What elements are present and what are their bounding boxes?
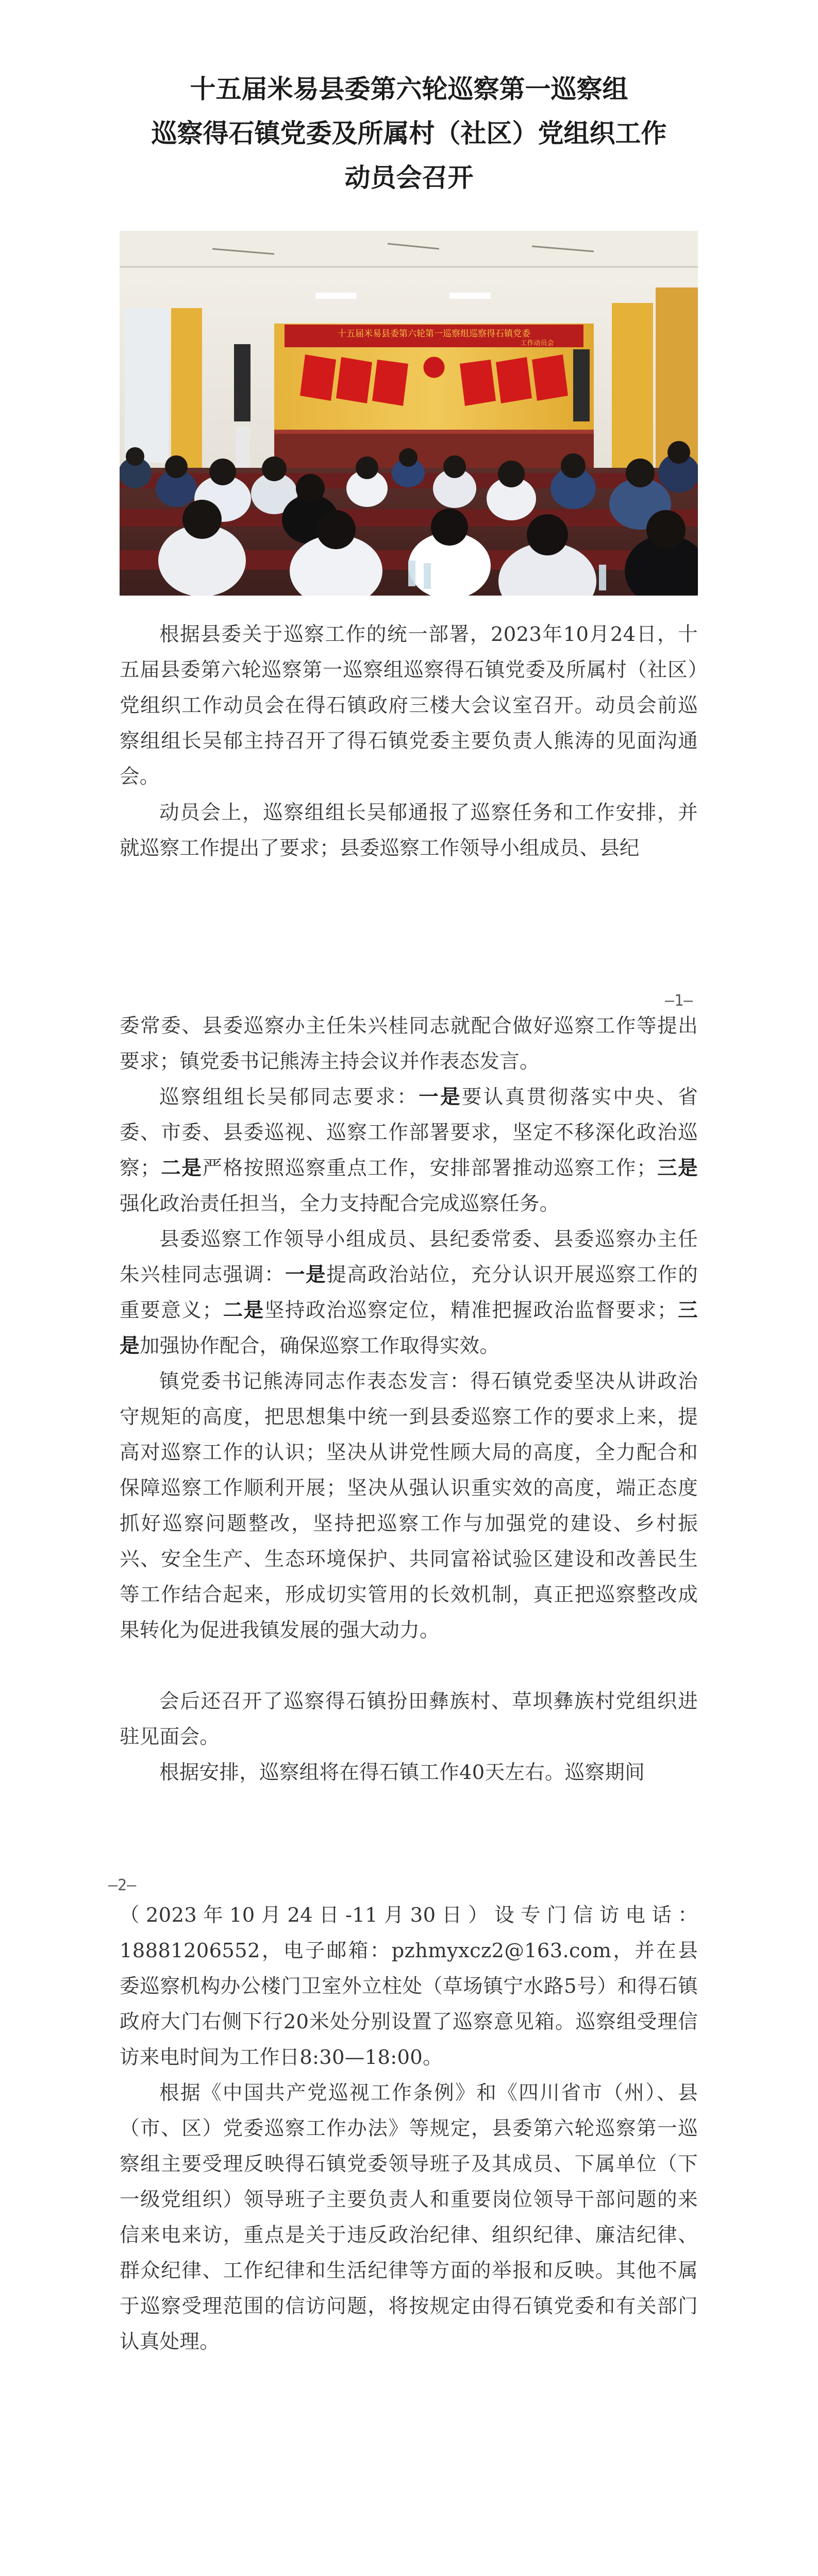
- p3-label-3: 三是: [656, 1157, 698, 1180]
- p4-text-1: 提高政治站位，充分认识开展巡察工作的重要意义；: [120, 1263, 698, 1322]
- p3-label-2: 二是: [160, 1157, 203, 1180]
- paragraph-5: 镇党委书记熊涛同志作表态发言：得石镇党委坚决从讲政治守规矩的高度，把思想集中统一到县委巡察工作的要求上来，提高对巡察工作的认识；坚决从讲党性顾大局的高度，全力配合和保障巡察工作顺利开展；坚决从强认识重实效的高度，端正态度抓好巡察问题整改，坚持把巡察工作与加强党的建设、乡村振兴、安全生产、生态环境保护、共同富裕试验区建设和改善民生等工作结合起来，形成切实管用的长效机制，真正把巡察整改成果转化为促进我镇发展的强大动力。: [120, 1370, 698, 1642]
- p4-label-2: 二是: [222, 1299, 264, 1322]
- banner-text: 十五届米易县委第六轮第一巡察组巡察得石镇党委: [338, 329, 530, 339]
- title-line-1: 十五届米易县委第六轮巡察第一巡察组: [190, 74, 628, 104]
- paragraph-7-part-1: 根据安排，巡察组将在得石镇工作40天左右。巡察期间: [159, 1761, 645, 1784]
- article-title: [0, 67, 818, 200]
- p3-label-1: 一是: [419, 1086, 462, 1109]
- paragraph-3: [120, 1079, 698, 1222]
- title-line-2: 巡察得石镇党委及所属村（社区）党组织工作: [151, 118, 667, 148]
- party-emblem-icon: [423, 356, 445, 379]
- paragraph-2-part-2: 委常委、县委巡察办主任朱兴桂同志就配合做好巡察工作等提出要求；镇党委书记熊涛主持会议并作表态发言。: [120, 1014, 698, 1073]
- p4-label-1: 一是: [285, 1263, 327, 1286]
- p3-text-3: 强化政治责任担当，全力支持配合完成巡察任务。: [120, 1192, 560, 1215]
- title-line-3: 动员会召开: [344, 163, 474, 193]
- paragraph-4: [120, 1222, 698, 1364]
- meeting-photo: [120, 231, 698, 596]
- p4-lead: 县委巡察工作领导小组成员、县纪委常委、县委巡察办主任朱兴桂同志强调：: [120, 1228, 698, 1286]
- paragraph-7-part-2: （2023年10月24日-11月30日）设专门信访电话：18881206552，电子邮箱：pzhmyxcz2@163.com，并在县委巡察机构办公楼门卫室外立柱处（草场镇宁水路5号）和得石镇政府大门右侧下行20米处分别设置了巡察意见箱。巡察组受理信访来电时间为工作日8:30—18:00。: [120, 1904, 698, 2069]
- p4-text-3: 加强协作配合，确保巡察工作取得实效。: [139, 1334, 500, 1358]
- paragraph-2-part-1: 动员会上，巡察组组长吴郁通报了巡察任务和工作安排，并就巡察工作提出了要求；县委巡察工作领导小组成员、县纪: [120, 801, 698, 860]
- p4-label-3: 三是: [120, 1299, 698, 1358]
- p3-text-1: 要认真贯彻落实中央、省委、市委、县委巡视、巡察工作部署要求，坚定不移深化政治巡察；: [120, 1086, 698, 1180]
- paragraph-1: 根据县委关于巡察工作的统一部署，2023年10月24日，十五届县委第六轮巡察第一巡察组巡察得石镇党委及所属村（社区）党组织工作动员会在得石镇政府三楼大会议室召开。动员会前巡察组组长吴郁主持召开了得石镇党委主要负责人熊涛的见面沟通会。: [120, 623, 698, 788]
- page-number-1: —1—: [665, 992, 693, 1010]
- banner-subtext: 工作动员会: [520, 340, 554, 347]
- paragraph-6: 会后还召开了巡察得石镇扮田彝族村、草坝彝族村党组织进驻见面会。: [120, 1690, 698, 1749]
- paragraph-8: 根据《中国共产党巡视工作条例》和《四川省市（州）、县（市、区）党委巡察工作办法》等规定，县委第六轮巡察第一巡察组主要受理反映得石镇党委领导班子及其成员、下属单位（下一级党组织）领导班子主要负责人和重要岗位领导干部问题的来信来电来访，重点是关于违反政治纪律、组织纪律、廉洁纪律、群众纪律、工作纪律和生活纪律等方面的举报和反映。其他不属于巡察受理范围的信访问题，将按规定由得石镇党委和有关部门认真处理。: [120, 2081, 698, 2353]
- p4-text-2: 坚持政治巡察定位，精准把握政治监督要求；: [264, 1299, 677, 1322]
- p3-lead: 巡察组组长吴郁同志要求：: [159, 1086, 419, 1109]
- page-number-2: —2—: [108, 1876, 137, 1894]
- p3-text-2: 严格按照巡察重点工作，安排部署推动巡察工作；: [202, 1157, 657, 1180]
